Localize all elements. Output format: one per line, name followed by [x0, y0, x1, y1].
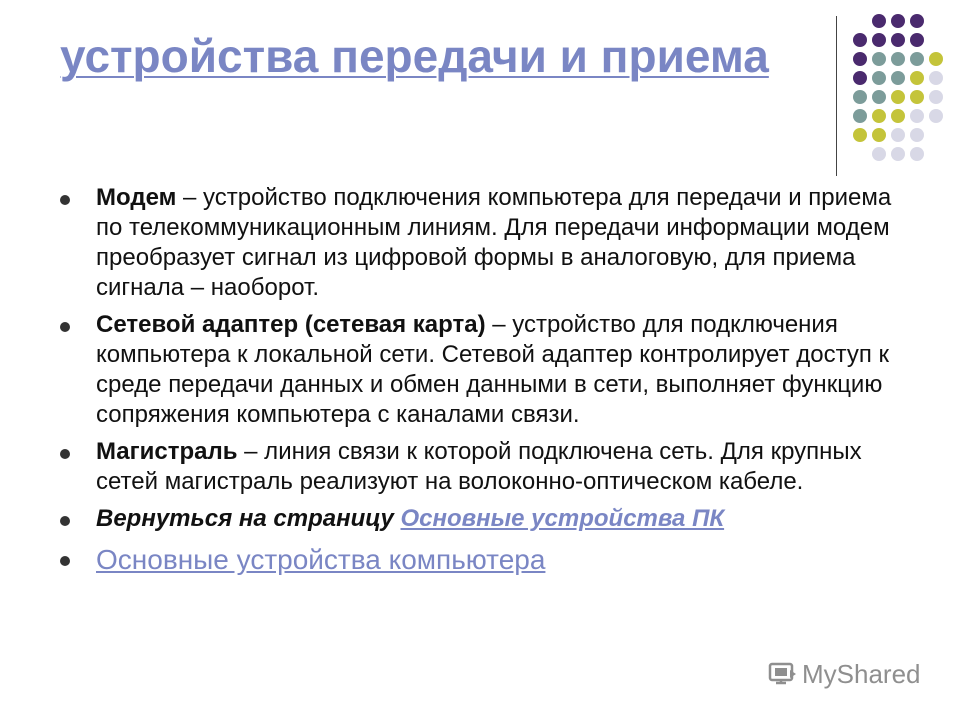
definition-backbone: – линия связи к которой подключена сеть. Для крупных сетей магистраль реализуют на волоконно-оптическом кабеле. — [96, 438, 862, 495]
dot-olive — [910, 71, 924, 85]
dot-lavender — [910, 128, 924, 142]
dot-lavender — [872, 147, 886, 161]
main-devices-pc-link[interactable]: Основные устройства ПК — [400, 505, 725, 532]
dot-olive — [929, 52, 943, 66]
dot-teal — [853, 90, 867, 104]
dot-teal — [891, 71, 905, 85]
divider-line — [836, 16, 837, 176]
dot-teal — [872, 90, 886, 104]
main-devices-computer-link[interactable]: Основные устройства компьютера — [96, 544, 546, 575]
dot-lavender — [891, 147, 905, 161]
dot-purple — [853, 33, 867, 47]
dot-empty — [853, 147, 867, 161]
term-network-adapter: Сетевой адаптер (сетевая карта) — [96, 311, 486, 338]
dot-purple — [853, 71, 867, 85]
list-item-return — [60, 504, 920, 534]
dot-lavender — [929, 90, 943, 104]
term-modem: Модем — [96, 184, 177, 211]
title-link[interactable]: устройства передачи и приема — [60, 30, 769, 82]
dot-purple — [872, 33, 886, 47]
dot-lavender — [929, 109, 943, 123]
term-backbone: Магистраль — [96, 438, 238, 465]
dot-purple — [910, 33, 924, 47]
dot-teal — [853, 109, 867, 123]
dot-empty — [929, 33, 943, 47]
bullet-icon — [60, 449, 70, 459]
list-item-backbone — [60, 437, 920, 497]
definition-network-adapter: – устройство для подключения компьютера к локальной сети. Сетевой адаптер контролирует доступ к среде передачи данных и обмен данными в сети, выполняет функцию сопряжения компьютера с каналами связи. — [96, 311, 890, 428]
page-title — [60, 26, 800, 86]
dot-empty — [853, 14, 867, 28]
dot-teal — [872, 71, 886, 85]
list-item-modem — [60, 183, 920, 303]
dot-olive — [891, 109, 905, 123]
list-item-network-adapter — [60, 310, 920, 430]
dot-olive — [891, 90, 905, 104]
dot-olive — [872, 109, 886, 123]
dot-lavender — [929, 71, 943, 85]
dot-teal — [910, 52, 924, 66]
dot-olive — [853, 128, 867, 142]
dot-empty — [929, 14, 943, 28]
bullet-icon — [60, 516, 70, 526]
dot-purple — [872, 14, 886, 28]
bullet-icon — [60, 556, 70, 566]
dot-empty — [929, 128, 943, 142]
dot-olive — [910, 90, 924, 104]
dot-teal — [891, 52, 905, 66]
return-label: Вернуться на страницу — [96, 505, 401, 532]
dot-purple — [910, 14, 924, 28]
dot-lavender — [910, 147, 924, 161]
dot-purple — [853, 52, 867, 66]
dot-lavender — [891, 128, 905, 142]
list-item-link — [60, 542, 920, 580]
dot-purple — [891, 33, 905, 47]
myshared-logo-icon — [768, 661, 798, 687]
dot-empty — [929, 147, 943, 161]
bullet-icon — [60, 322, 70, 332]
watermark — [768, 656, 921, 692]
definition-modem: – устройство подключения компьютера для передачи и приема по телекоммуникационным линиям. Для передачи информации модем преобразует сигнал из цифровой формы в аналоговую, для приема сигнала – наоборот. — [96, 184, 892, 301]
bullet-list — [60, 183, 920, 587]
dot-teal — [872, 52, 886, 66]
dot-purple — [891, 14, 905, 28]
decorative-dot-grid — [853, 14, 945, 165]
dot-olive — [872, 128, 886, 142]
watermark-text: MyShared — [802, 658, 921, 689]
dot-lavender — [910, 109, 924, 123]
bullet-icon — [60, 195, 70, 205]
